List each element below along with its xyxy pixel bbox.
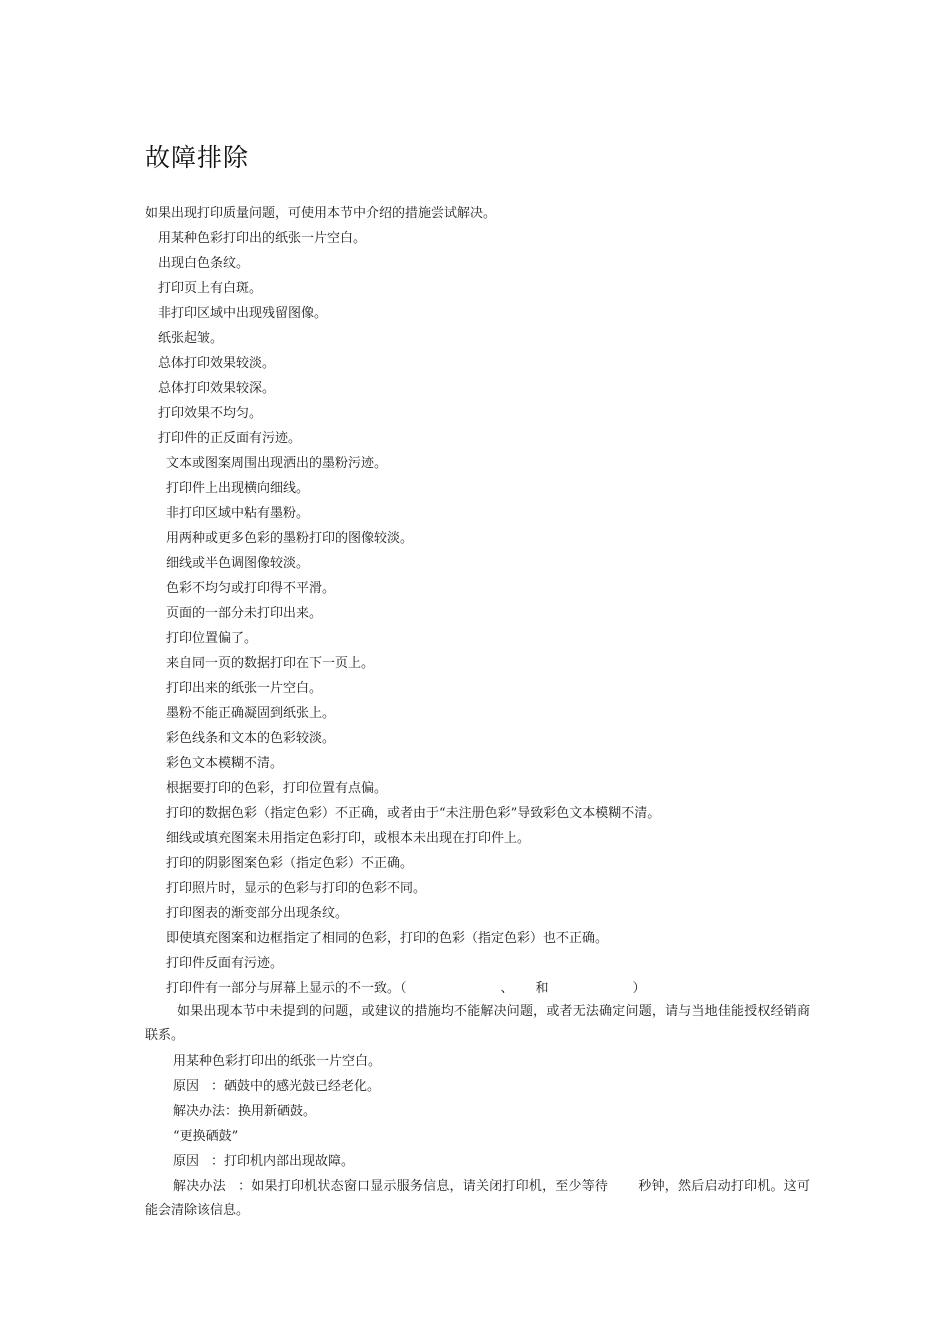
list-item[interactable]: 细线或填充图案未用指定色彩打印，或根本未出现在打印件上。 xyxy=(166,831,531,846)
separator: 和 xyxy=(535,981,549,996)
list-item[interactable]: 打印效果不均匀。 xyxy=(158,406,263,421)
reference-link[interactable]: “更换硒鼓” xyxy=(173,1129,239,1144)
list-item[interactable]: 打印图表的渐变部分出现条纹。 xyxy=(166,906,349,921)
solution-label: 解决办法 xyxy=(173,1179,226,1194)
cause-line xyxy=(173,1153,354,1171)
list-item[interactable]: 页面的一部分未打印出来。 xyxy=(166,606,323,621)
list-item[interactable]: 纸张起皱。 xyxy=(158,331,224,346)
solution-text: ：如果打印机状态窗口显示服务信息，请关闭打印机，至少等待 xyxy=(237,1179,609,1194)
list-item[interactable] xyxy=(166,980,646,998)
list-item[interactable]: 总体打印效果较淡。 xyxy=(158,356,276,371)
list-item[interactable]: 细线或半色调图像较淡。 xyxy=(166,556,310,571)
list-item[interactable]: 打印照片时，显示的色彩与打印的色彩不同。 xyxy=(166,881,427,896)
list-item[interactable]: 彩色文本模糊不清。 xyxy=(166,756,284,771)
list-item[interactable]: 色彩不均匀或打印得不平滑。 xyxy=(166,581,336,596)
solution-paragraph xyxy=(145,1175,810,1223)
list-item[interactable]: 用某种色彩打印出的纸张一片空白。 xyxy=(158,231,367,246)
list-item[interactable]: 打印页上有白斑。 xyxy=(158,281,263,296)
solution-text: 秒钟，然后启动打印机。这可能会清除该信息。 xyxy=(145,1179,810,1218)
list-item[interactable]: 即使填充图案和边框指定了相同的色彩，打印的色彩（指定色彩）也不正确。 xyxy=(166,931,609,946)
list-item[interactable]: 打印出来的纸张一片空白。 xyxy=(166,681,323,696)
solution-label: 解决办法 xyxy=(173,1104,226,1119)
separator: 、 xyxy=(500,981,514,996)
contact-note: 如果出现本节中未提到的问题，或建议的措施均不能解决问题，或者无法确定问题，请与当地佳能授权经销商联系。 xyxy=(145,1004,810,1043)
list-item[interactable]: 非打印区域中出现残留图像。 xyxy=(158,306,328,321)
list-item[interactable]: 打印的数据色彩（指定色彩）不正确，或者由于“未注册色彩”导致彩色文本模糊不清。 xyxy=(166,806,661,821)
list-item[interactable]: 根据要打印的色彩，打印位置有点偏。 xyxy=(166,781,388,796)
intro-text: 如果出现打印质量问题，可使用本节中介绍的措施尝试解决。 xyxy=(145,206,497,221)
solution-line xyxy=(173,1103,316,1121)
section-heading: 用某种色彩打印出的纸张一片空白。 xyxy=(173,1054,382,1069)
list-item[interactable]: 文本或图案周围出现洒出的墨粉污迹。 xyxy=(166,456,388,471)
list-item[interactable]: 打印件上出现横向细线。 xyxy=(166,481,310,496)
list-item[interactable]: 非打印区域中粘有墨粉。 xyxy=(166,506,310,521)
cause-text: ：打印机内部出现故障。 xyxy=(211,1154,355,1169)
list-item[interactable]: 出现白色条纹。 xyxy=(158,256,250,271)
cause-label: 原因 xyxy=(173,1079,200,1094)
list-item[interactable]: 墨粉不能正确凝固到纸张上。 xyxy=(166,706,336,721)
solution-text: ：换用新硒鼓。 xyxy=(225,1104,317,1119)
list-item[interactable]: 打印件的正反面有污迹。 xyxy=(158,431,302,446)
cause-line xyxy=(173,1078,380,1096)
list-item[interactable]: 打印位置偏了。 xyxy=(166,631,258,646)
cause-label: 原因 xyxy=(173,1154,200,1169)
list-item[interactable]: 总体打印效果较深。 xyxy=(158,381,276,396)
page-title: 故障排除 xyxy=(145,143,250,172)
list-item-text: 打印件有一部分与屏幕上显示的不一致。（ xyxy=(166,981,407,996)
list-item[interactable]: 打印的阴影图案色彩（指定色彩）不正确。 xyxy=(166,856,414,871)
list-item[interactable]: 彩色线条和文本的色彩较淡。 xyxy=(166,731,336,746)
list-item[interactable]: 来自同一页的数据打印在下一页上。 xyxy=(166,656,375,671)
separator: ） xyxy=(632,981,646,996)
list-item[interactable]: 打印件反面有污迹。 xyxy=(166,956,284,971)
list-item[interactable]: 用两种或更多色彩的墨粉打印的图像较淡。 xyxy=(166,531,414,546)
cause-text: ：硒鼓中的感光鼓已经老化。 xyxy=(211,1079,381,1094)
